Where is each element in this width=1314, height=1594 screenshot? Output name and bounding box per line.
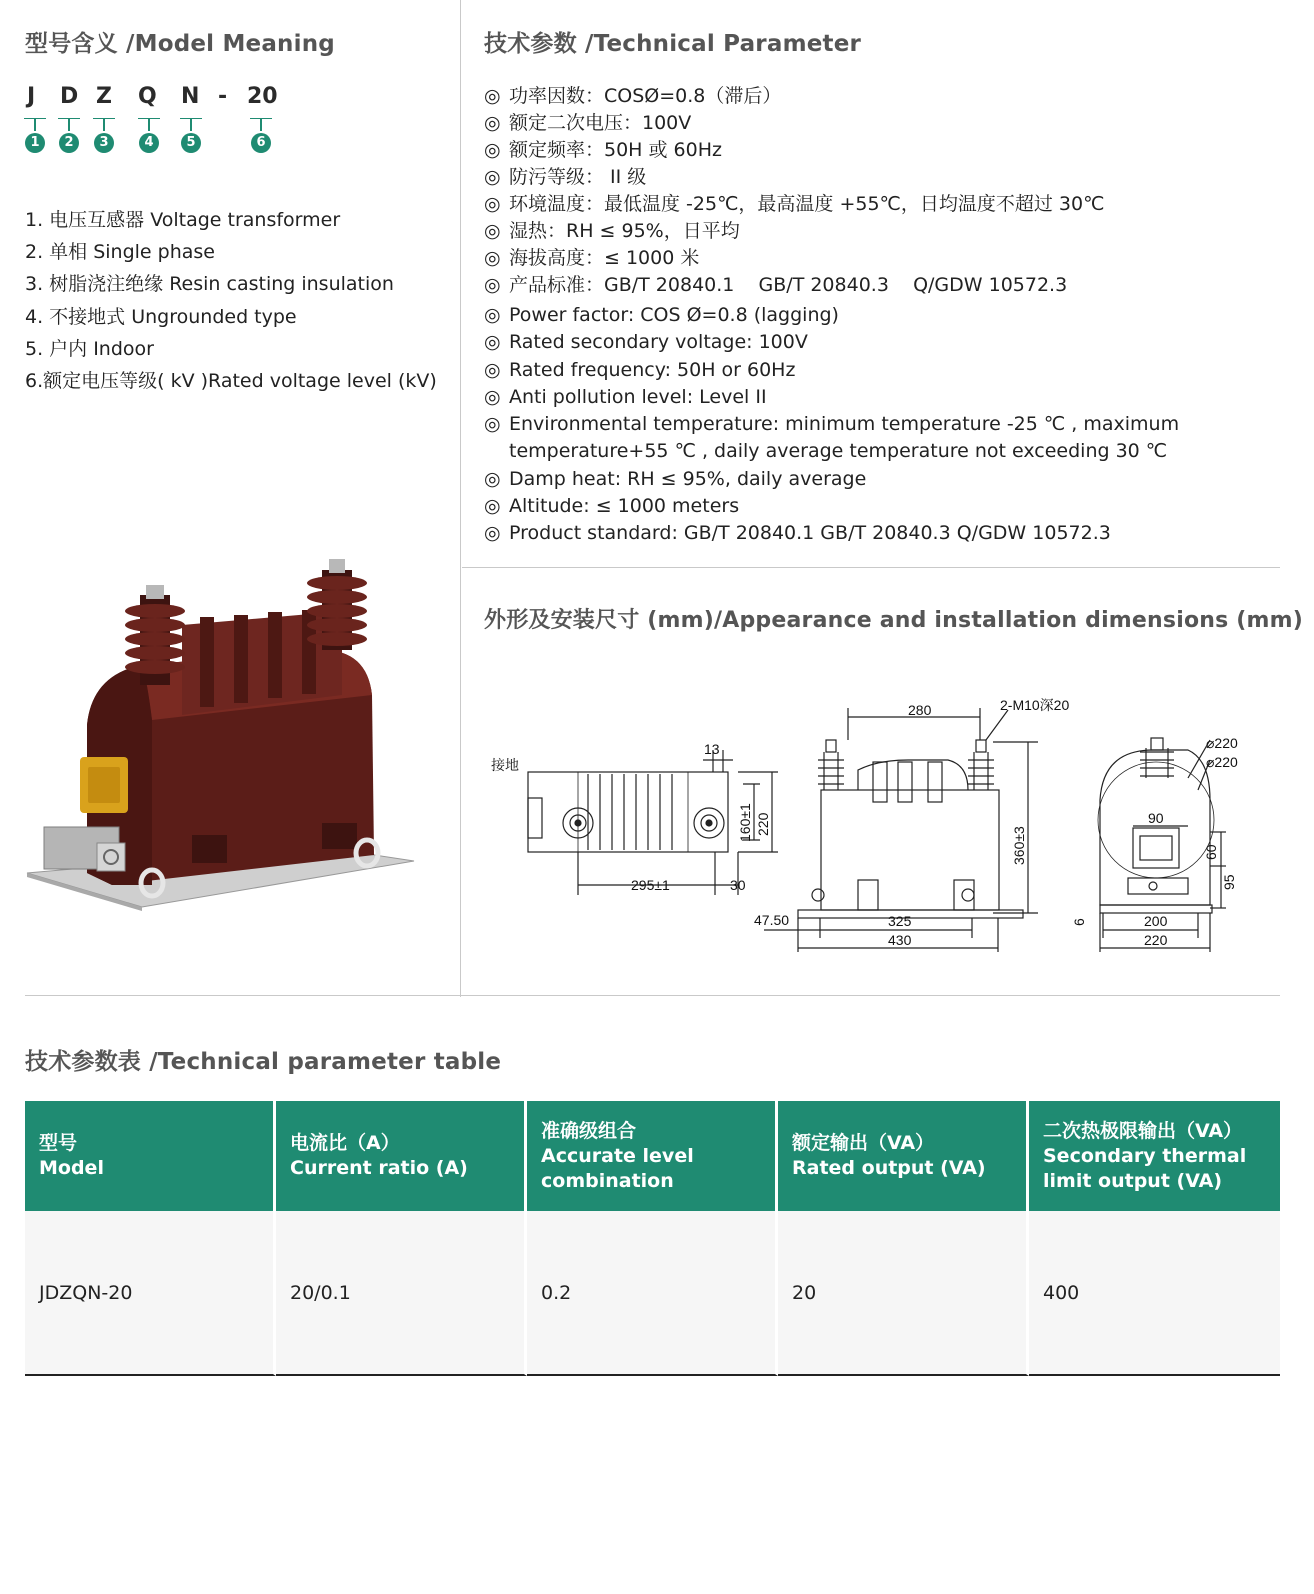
table-cell: JDZQN-20 bbox=[25, 1211, 276, 1376]
code-letter: Q bbox=[138, 84, 157, 109]
dim-label: ⌀220 bbox=[1206, 754, 1238, 770]
dim-label: 325 bbox=[888, 913, 912, 929]
param-text: 湿热：RH ≤ 95%，日平均 bbox=[509, 220, 740, 242]
insulator-left bbox=[125, 585, 185, 685]
bullet-icon: ◎ bbox=[484, 358, 501, 381]
code-number-badge: 3 bbox=[94, 133, 114, 153]
table-header-row bbox=[25, 1101, 1280, 1211]
bullet-icon: ◎ bbox=[484, 112, 501, 134]
list-item: 4. 不接地式 Ungrounded type bbox=[25, 305, 297, 328]
col-header-thermal-limit: 二次热极限输出（VA） Secondary thermal limit output (VA) bbox=[1029, 1101, 1280, 1211]
list-item bbox=[484, 493, 1179, 520]
list-item bbox=[484, 329, 1179, 356]
table-cell: 20 bbox=[778, 1211, 1029, 1376]
dim-label: 220 bbox=[755, 812, 771, 836]
section-divider-right bbox=[462, 567, 1280, 568]
list-item bbox=[484, 357, 1179, 384]
param-text: Damp heat: RH ≤ 95%, daily average bbox=[509, 467, 867, 490]
dim-label: 90 bbox=[1148, 810, 1164, 826]
list-item bbox=[484, 384, 1179, 411]
dim-label: 160±1 bbox=[737, 803, 753, 842]
dim-label: 295±1 bbox=[631, 877, 670, 893]
bullet-icon: ◎ bbox=[484, 85, 501, 107]
model-meaning-list bbox=[25, 204, 437, 397]
dim-label: 430 bbox=[888, 932, 912, 948]
param-text: 环境温度：最低温度 -25℃，最高温度 +55℃，日均温度不超过 30℃ bbox=[509, 193, 1105, 215]
list-item bbox=[484, 302, 1179, 329]
dim-label: 220 bbox=[1144, 932, 1168, 948]
bullet-icon: ◎ bbox=[484, 495, 501, 518]
list-item bbox=[484, 520, 1179, 547]
bullet-icon: ◎ bbox=[484, 467, 501, 490]
list-item: 6.额定电压等级( kV )Rated voltage level (kV) bbox=[25, 370, 437, 393]
code-number-badge: 5 bbox=[181, 133, 201, 153]
parameter-table bbox=[25, 1101, 1280, 1376]
param-text: 产品标准：GB/T 20840.1 GB/T 20840.3 Q/GDW 10572.3 bbox=[509, 274, 1068, 296]
code-tick bbox=[180, 118, 202, 131]
code-tick bbox=[138, 118, 160, 131]
list-item bbox=[484, 191, 1104, 218]
list-item: 1. 电压互感器 Voltage transformer bbox=[25, 209, 341, 231]
bullet-icon: ◎ bbox=[484, 385, 501, 408]
param-text: 功率因数：COSØ=0.8（滞后） bbox=[509, 85, 782, 107]
col-header-rated-output: 额定输出（VA） Rated output (VA) bbox=[778, 1101, 1029, 1211]
param-text: 防污等级： II 级 bbox=[509, 166, 647, 188]
code-tick bbox=[250, 118, 272, 131]
product-image bbox=[22, 555, 417, 915]
dim-label: ⌀220 bbox=[1206, 735, 1238, 751]
dim-label: 2-M10深20 bbox=[1000, 697, 1070, 713]
table-cell: 400 bbox=[1029, 1211, 1280, 1376]
code-number-badge: 2 bbox=[59, 133, 79, 153]
bullet-icon: ◎ bbox=[484, 522, 501, 545]
dim-label: 200 bbox=[1144, 913, 1168, 929]
table-row bbox=[25, 1211, 1280, 1376]
param-text: 海拔高度：≤ 1000 米 bbox=[509, 247, 700, 269]
col-header-current-ratio: 电流比（A） Current ratio (A) bbox=[276, 1101, 527, 1211]
dim-label: 6 bbox=[1071, 918, 1087, 926]
dim-label: 30 bbox=[730, 877, 746, 893]
dim-label: 360±3 bbox=[1011, 826, 1027, 865]
col-header-model: 型号 Model bbox=[25, 1101, 276, 1211]
code-tick bbox=[58, 118, 80, 131]
param-list-cn bbox=[484, 83, 1104, 299]
code-tick bbox=[93, 118, 115, 131]
bullet-icon: ◎ bbox=[484, 274, 501, 296]
dim-label: 接地 bbox=[491, 757, 519, 773]
code-letter: Z bbox=[96, 84, 112, 109]
param-text-continued: temperature+55 ℃ , daily average temperature not exceeding 30 ℃ bbox=[509, 440, 1168, 463]
bullet-icon: ◎ bbox=[484, 304, 501, 326]
param-text: Environmental temperature: minimum temperature -25 ℃ , maximum bbox=[509, 413, 1180, 436]
dim-label: 95 bbox=[1221, 874, 1237, 890]
param-text: Anti pollution level: Level II bbox=[509, 385, 767, 408]
param-text: 额定频率：50H 或 60Hz bbox=[509, 139, 722, 161]
dim-label: 280 bbox=[908, 702, 932, 718]
list-item: 3. 树脂浇注绝缘 Resin casting insulation bbox=[25, 273, 394, 296]
dim-label: 60 bbox=[1203, 844, 1219, 860]
code-number-badge: 1 bbox=[25, 133, 45, 153]
code-tick bbox=[24, 118, 46, 131]
param-text: Product standard: GB/T 20840.1 GB/T 20840.3 Q/GDW 10572.3 bbox=[509, 522, 1111, 545]
bullet-icon: ◎ bbox=[484, 220, 501, 242]
table-cell: 0.2 bbox=[527, 1211, 778, 1376]
param-list-en bbox=[484, 302, 1179, 548]
bullet-icon: ◎ bbox=[484, 139, 501, 161]
code-letter: - bbox=[218, 84, 228, 109]
list-item bbox=[484, 466, 1179, 493]
section-divider-full bbox=[25, 995, 1280, 996]
model-meaning-title: 型号含义 /Model Meaning bbox=[25, 31, 335, 57]
vertical-divider bbox=[460, 0, 461, 997]
param-text: Power factor: COS Ø=0.8 (lagging) bbox=[509, 304, 839, 326]
code-number-badge: 4 bbox=[139, 133, 159, 153]
param-text: Rated secondary voltage: 100V bbox=[509, 331, 808, 354]
bullet-icon: ◎ bbox=[484, 331, 501, 354]
list-item bbox=[484, 411, 1179, 466]
code-letter: N bbox=[181, 84, 200, 109]
list-item bbox=[484, 110, 1104, 137]
bullet-icon: ◎ bbox=[484, 413, 501, 436]
list-item bbox=[484, 272, 1104, 299]
bullet-icon: ◎ bbox=[484, 247, 501, 269]
param-text: Rated frequency: 50H or 60Hz bbox=[509, 358, 796, 381]
list-item: 5. 户内 Indoor bbox=[25, 337, 154, 360]
code-letter: J bbox=[27, 84, 36, 109]
insulator-right bbox=[307, 559, 367, 650]
list-item bbox=[484, 164, 1104, 191]
list-item bbox=[484, 218, 1104, 245]
code-number-badge: 6 bbox=[251, 133, 271, 153]
param-text: Altitude: ≤ 1000 meters bbox=[509, 495, 740, 518]
list-item bbox=[484, 137, 1104, 164]
dim-label: 13 bbox=[704, 741, 720, 757]
bullet-icon: ◎ bbox=[484, 166, 501, 188]
dim-label: 47.50 bbox=[754, 912, 790, 928]
col-header-accuracy: 准确级组合 Accurate level combination bbox=[527, 1101, 778, 1211]
list-item: 2. 单相 Single phase bbox=[25, 241, 215, 264]
dimension-drawing bbox=[488, 690, 1278, 960]
code-letter: D bbox=[60, 84, 79, 109]
table-cell: 20/0.1 bbox=[276, 1211, 527, 1376]
param-table-title: 技术参数表 /Technical parameter table bbox=[25, 1049, 502, 1075]
bullet-icon: ◎ bbox=[484, 193, 501, 215]
dimensions-title: 外形及安装尺寸 (mm)/Appearance and installation dimensions (mm) bbox=[484, 608, 1304, 633]
list-item bbox=[484, 245, 1104, 272]
technical-parameter-title: 技术参数 /Technical Parameter bbox=[484, 31, 862, 57]
param-text: 额定二次电压：100V bbox=[509, 112, 692, 134]
list-item bbox=[484, 83, 1104, 110]
code-letter: 20 bbox=[247, 84, 278, 109]
